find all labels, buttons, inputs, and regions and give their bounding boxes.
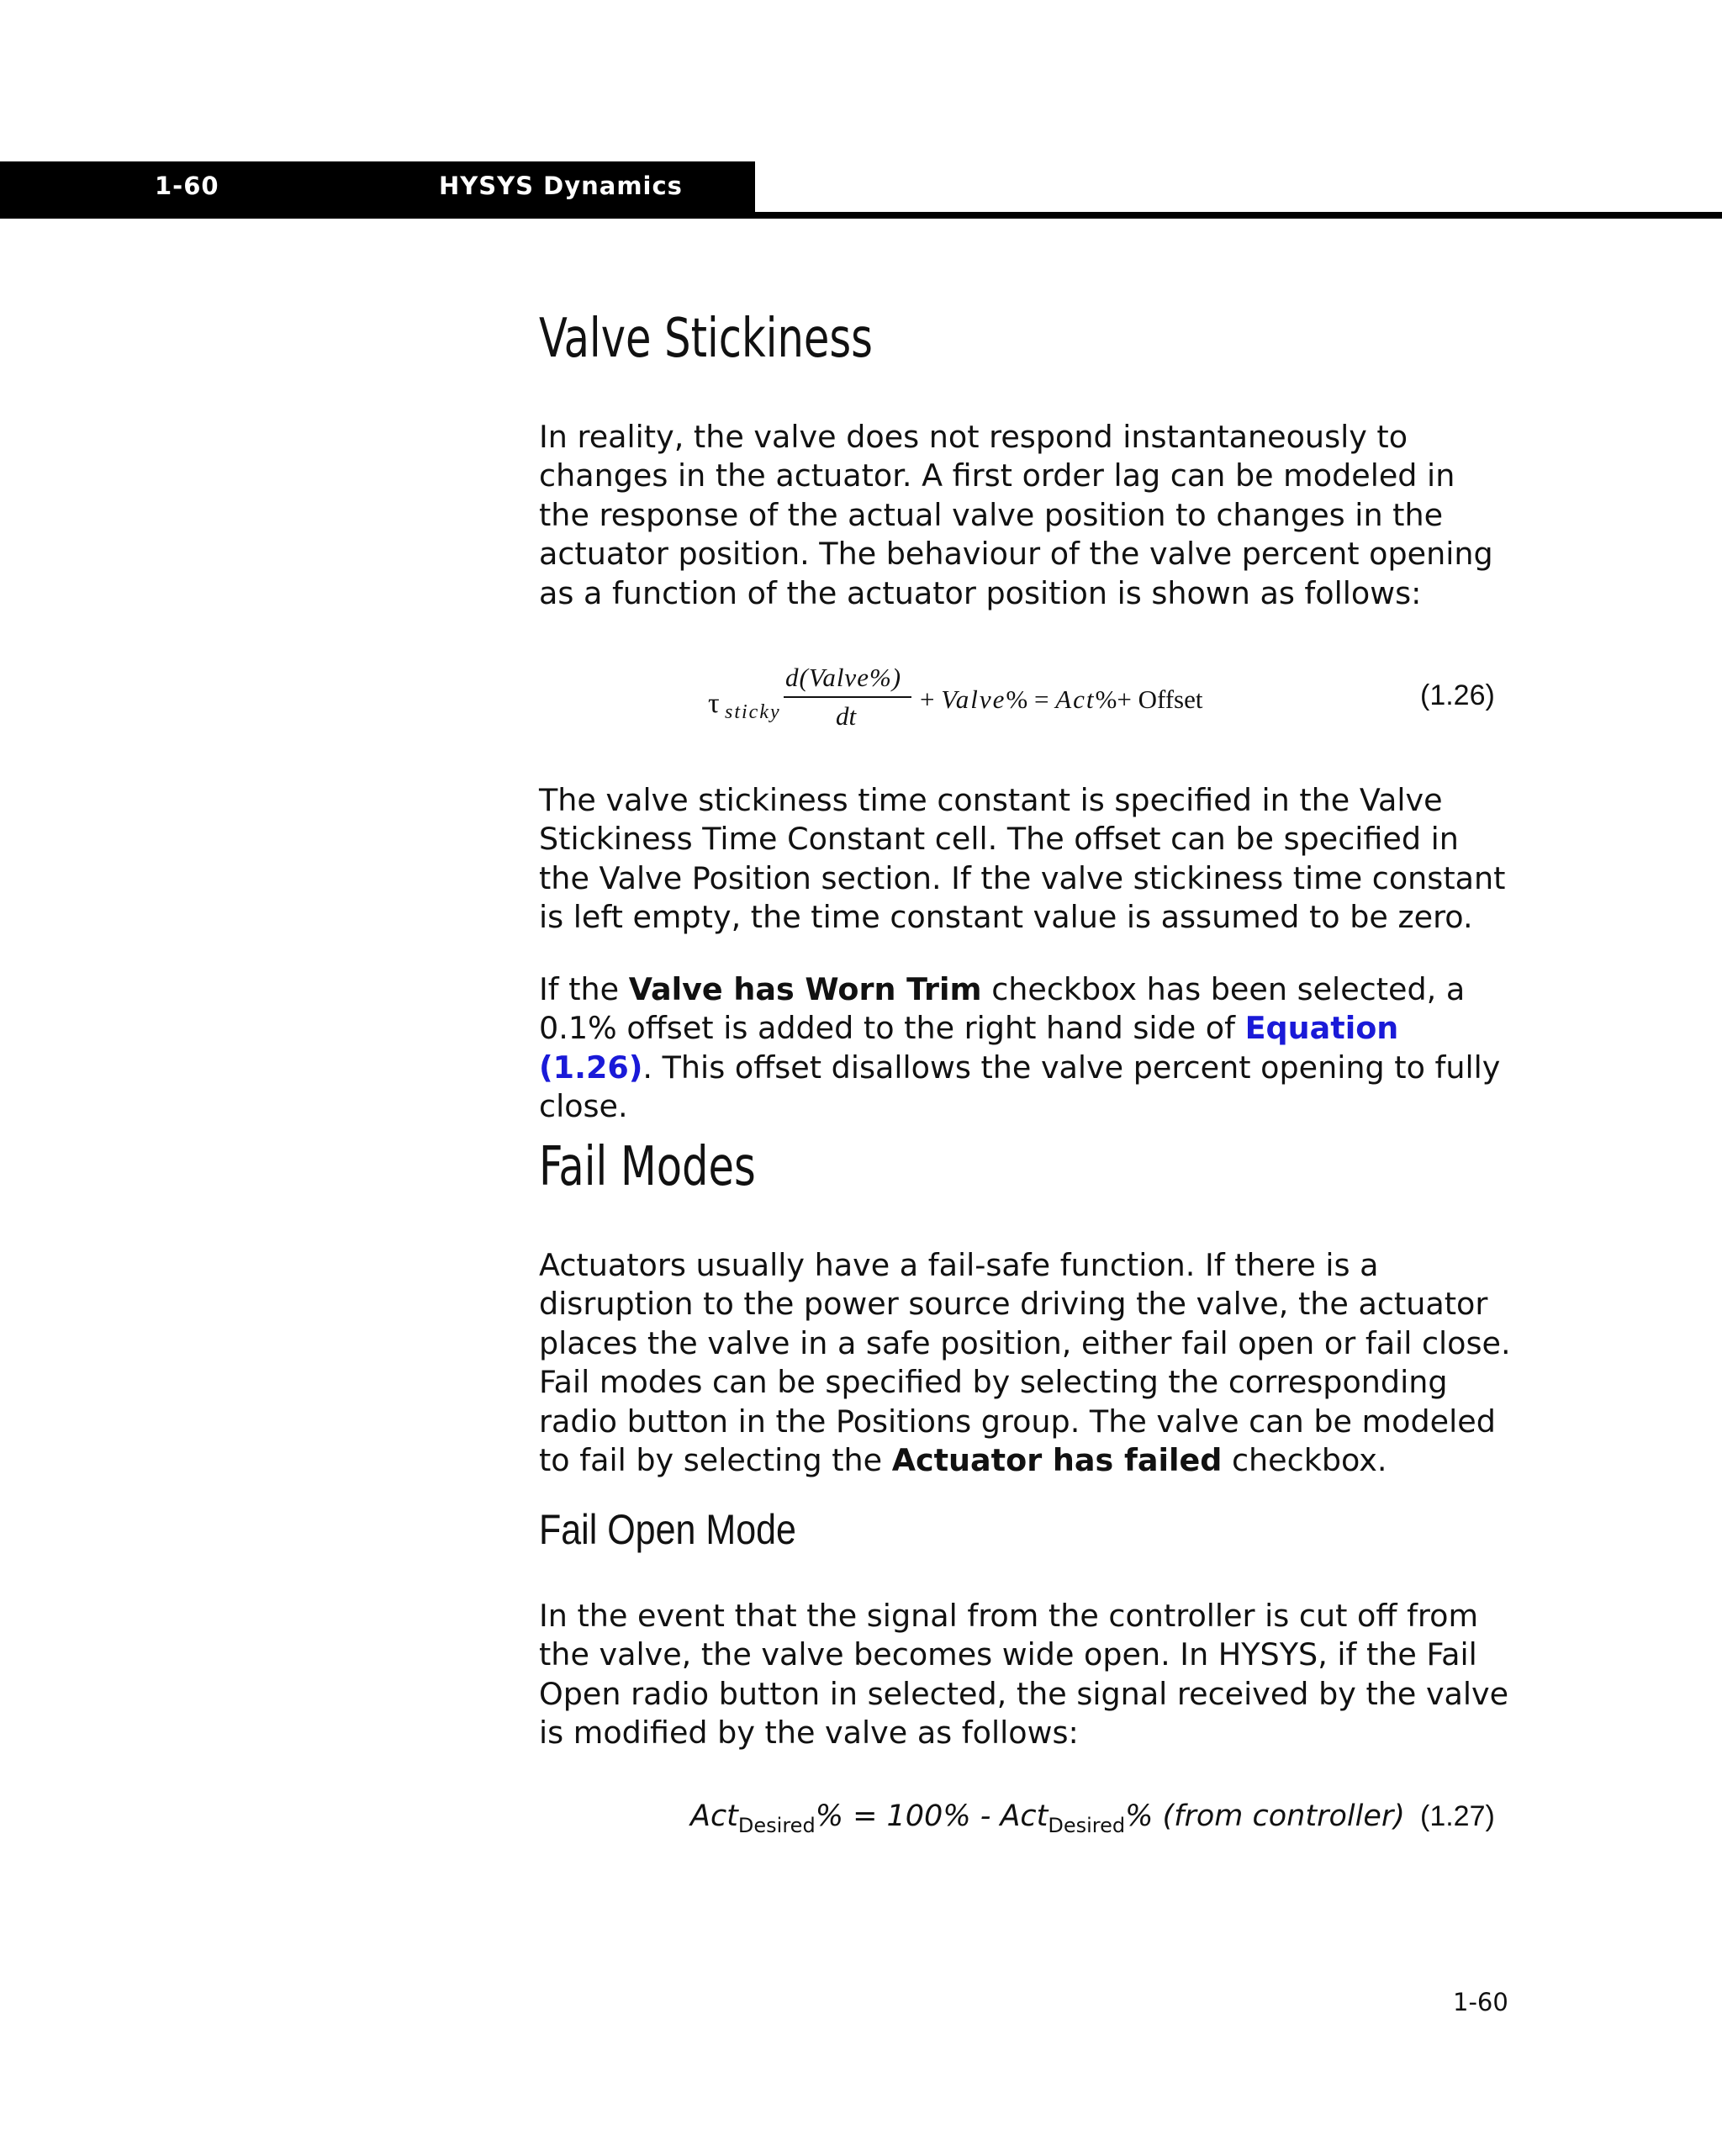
heading-valve-stickiness: Valve Stickiness [539, 308, 873, 370]
paragraph-stickiness-time-constant: The valve stickiness time constant is specified in the Valve Stickiness Time Constant cell. The offset can be specified in the Valve Position section. If the valve stickiness time constant is left empty, the time constant value is assumed to be zero. [539, 782, 1506, 936]
header-title: HYSYS Dynamics [439, 172, 683, 200]
header-page-number: 1-60 [155, 172, 219, 200]
equation-number-1-26: (1.26) [1420, 679, 1495, 711]
worn-trim-label: Valve has Worn Trim [628, 971, 982, 1007]
actuator-failed-label: Actuator has failed [891, 1442, 1223, 1479]
paragraph-stickiness-intro: In reality, the valve does not respond instantaneously to changes in the actuator. A first order lag can be modeled in the response of the actual valve position to changes in the actuator position. The behaviour of the valve percent opening as a function of the actuator position is shown as follows: [539, 419, 1493, 611]
header-rule [0, 212, 1722, 219]
heading-fail-modes: Fail Modes [539, 1136, 756, 1198]
tau-symbol: τ [708, 688, 720, 719]
paragraph-fail-modes: Actuators usually have a fail-safe function. If there is a disruption to the power source driving the valve, the actuator places the valve in a safe position, either fail open or fail close. Fail modes can be specified by selecting the corresponding radio button in the Positions group. The valve can be modeled to fail by selecting the Actuator has failed checkbox. [539, 1247, 1511, 1479]
equation-number-1-27: (1.27) [1420, 1800, 1495, 1832]
paragraph-fail-open: In the event that the signal from the controller is cut off from the valve, the valve becomes wide open. In HYSYS, if the Fail Open radio button in selected, the signal received by the valve is modified by the valve as follows: [539, 1598, 1509, 1752]
equation-1-27: Act$_{Desired}$% = 100% - Act$_{Desired}$% (from controller) [690, 1799, 1405, 1837]
equation-1-26 [708, 663, 1347, 733]
fraction-numerator: d(Valve%) [785, 663, 902, 692]
fraction-denominator: dt [836, 701, 857, 731]
fraction-bar [784, 696, 911, 698]
equation-1-26-link[interactable]: Equation (1.26) [539, 1010, 1399, 1086]
equation-rhs: + Valve% = Act%+ Offset [920, 684, 1203, 714]
paragraph-worn-trim: If the Valve has Worn Trim checkbox has been selected, a 0.1% offset is added to the right hand side of Equation (1.26). This offset disallows the valve percent opening to fully close. [539, 971, 1501, 1125]
tau-subscript: sticky [725, 701, 781, 723]
heading-fail-open-mode: Fail Open Mode [539, 1506, 796, 1553]
footer-page-number: 1-60 [1453, 1988, 1508, 2016]
